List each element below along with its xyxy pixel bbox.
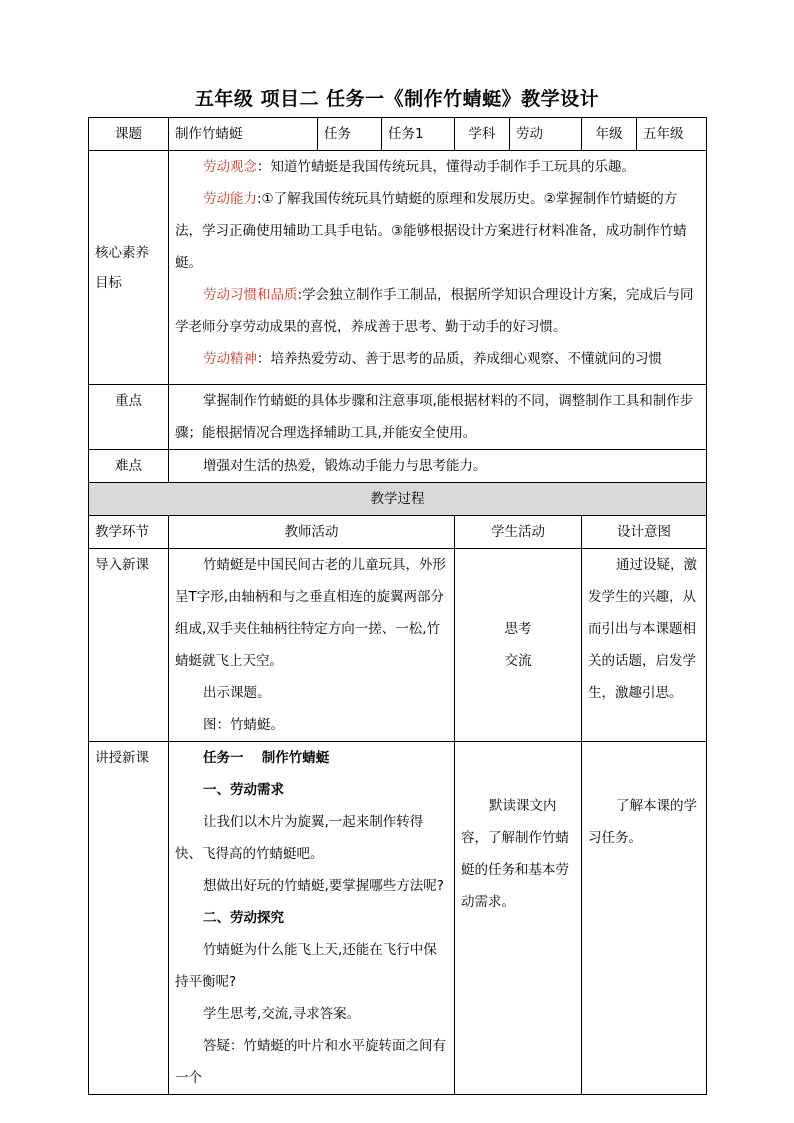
teach-stage: 讲授新课	[89, 742, 169, 1095]
labor-ability-key: 劳动能力	[203, 191, 257, 207]
key-point-text: 掌握制作竹蜻蜓的具体步骤和注意事项,能根据材料的不同，调整制作工具和制作步骤；能根据情况合理选择辅助工具,并能安全使用。	[169, 385, 707, 450]
teach-row	[89, 742, 707, 1095]
difficulty-row	[89, 450, 707, 483]
process-columns-row	[89, 516, 707, 549]
subject-label: 课题	[89, 118, 169, 151]
core-literacy-row	[89, 151, 707, 385]
difficulty-label: 难点	[89, 450, 169, 483]
teach-teacher: 任务一 制作竹蜻蜓 一、劳动需求 让我们以木片为旋翼,一起来制作转得快、飞得高的竹蜻蜓吧。 想做出好玩的竹蜻蜓,要掌握哪些方法呢? 二、劳动探究 竹蜻蜓为什么能飞上天,还能在飞行中保持平衡呢? 学生思考,交流,寻求答案。 答疑：竹蜻蜓的叶片和水平旋转面之间有一个	[169, 742, 455, 1095]
col-teacher: 教师活动	[169, 516, 455, 549]
task-label: 任务	[318, 118, 382, 151]
intro-row	[89, 549, 707, 742]
labor-habit-key: 劳动习惯和品质	[203, 287, 298, 303]
core-literacy-label: 核心素养 目标	[89, 151, 169, 385]
col-student: 学生活动	[455, 516, 582, 549]
discipline-value: 劳动	[510, 118, 582, 151]
lesson-plan-table	[88, 117, 707, 1095]
teach-student: 默读课文内容，了解制作竹蜻蜓的任务和基本劳动需求。	[455, 742, 582, 1095]
intro-student: 思考 交流	[455, 549, 582, 742]
intro-stage: 导入新课	[89, 549, 169, 742]
process-header-row	[89, 483, 707, 516]
labor-spirit-key: 劳动精神	[203, 351, 257, 367]
task-value: 任务1	[382, 118, 455, 151]
page-title: 五年级 项目二 任务一《制作竹蜻蜓》教学设计	[194, 88, 600, 110]
grade-label: 年级	[582, 118, 637, 151]
col-stage: 教学环节	[89, 516, 169, 549]
intro-intent: 通过设疑，激发学生的兴趣，从而引出与本课题相关的话题，启发学生，激趣引思。	[582, 549, 707, 742]
key-point-row	[89, 385, 707, 450]
col-intent: 设计意图	[582, 516, 707, 549]
process-header: 教学过程	[89, 483, 707, 516]
discipline-label: 学科	[455, 118, 510, 151]
core-literacy-content: 劳动观念：知道竹蜻蜓是我国传统玩具，懂得动手制作手工玩具的乐趣。 劳动能力:①了解我国传统玩具竹蜻蜓的原理和发展历史。②掌握制作竹蜻蜓的方法，学习正确使用辅助工具手电钻。③能够根据设计方案进行材料准备，成功制作竹蜻蜓。 劳动习惯和品质:学会独立制作手工制品，根据所学知识合理设计方案，完成后与同学老师分享劳动成果的喜悦，养成善于思考、勤于动手的好习惯。 劳动精神：培养热爱劳动、善于思考的品质，养成细心观察、不懂就问的习惯	[169, 151, 707, 385]
subject-value: 制作竹蜻蜓	[169, 118, 318, 151]
labor-concept-key: 劳动观念	[203, 159, 257, 175]
intro-teacher: 竹蜻蜓是中国民间古老的儿童玩具，外形呈T字形,由轴柄和与之垂直相连的旋翼两部分组成,双手夹住轴柄往特定方向一搓、一松,竹蜻蜓就飞上天空。 出示课题。 图：竹蜻蜓。	[169, 549, 455, 742]
key-point-label: 重点	[89, 385, 169, 450]
info-row	[89, 118, 707, 151]
grade-value: 五年级	[637, 118, 707, 151]
difficulty-text: 增强对生活的热爱，锻炼动手能力与思考能力。	[169, 450, 707, 483]
teach-intent: 了解本课的学习任务。	[582, 742, 707, 1095]
